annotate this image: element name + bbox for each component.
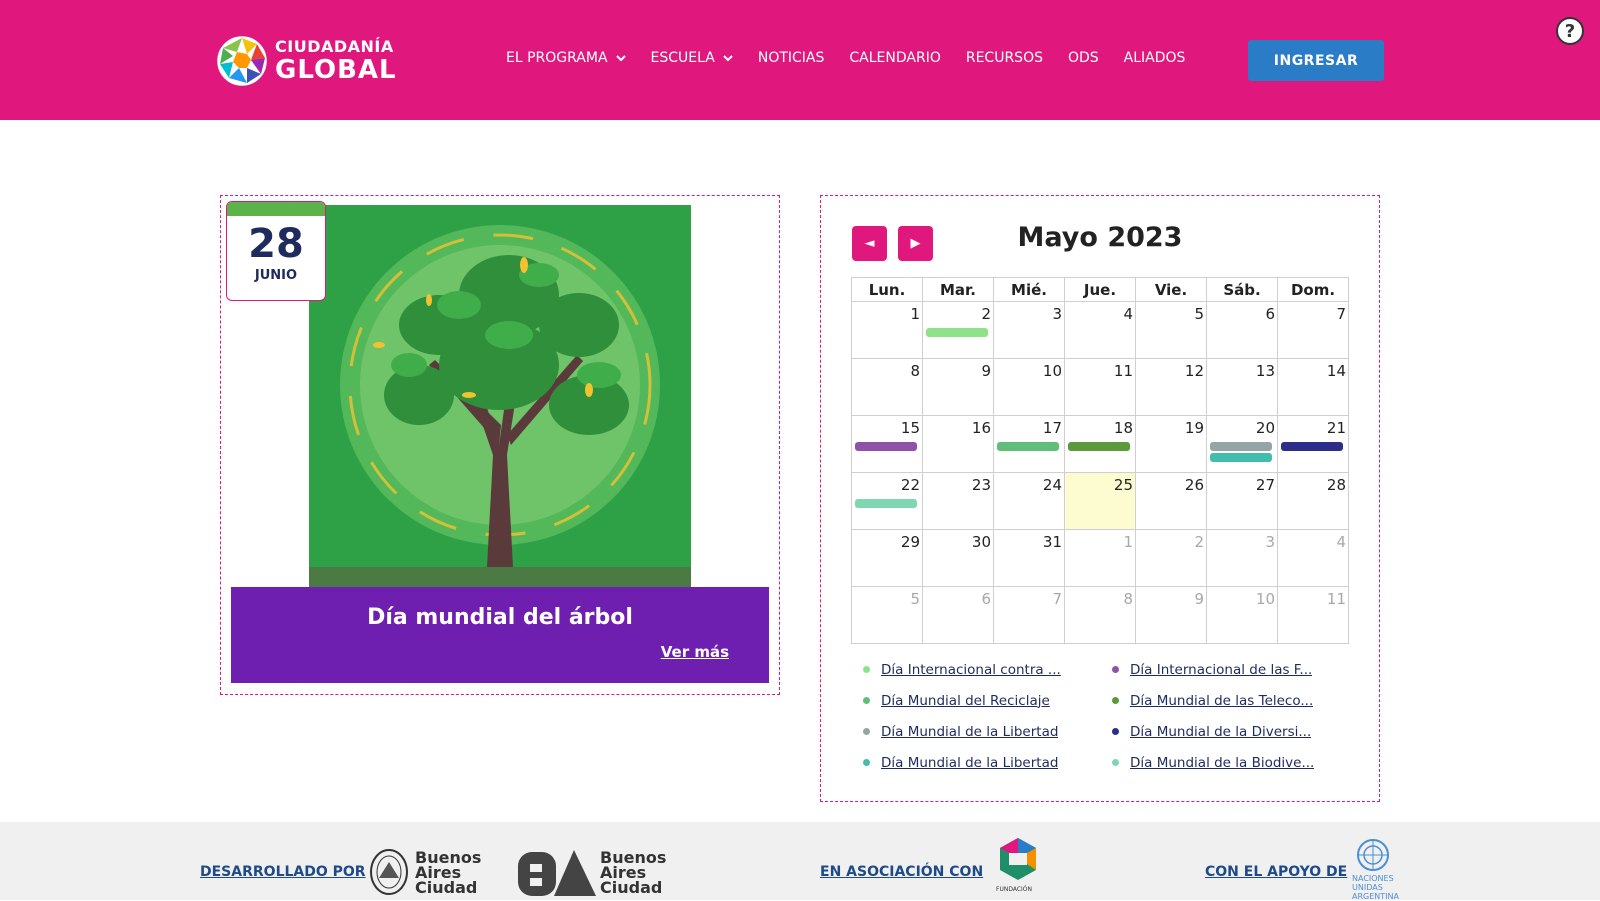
- calendar-day-cell[interactable]: [1207, 302, 1278, 359]
- nav-item-label: EL PROGRAMA: [506, 50, 608, 66]
- day-number: 6: [981, 590, 991, 608]
- legend-dot-icon: [863, 759, 870, 766]
- day-number: 19: [1184, 419, 1204, 437]
- calendar-day-cell[interactable]: [923, 473, 994, 530]
- day-number: 1: [910, 305, 920, 323]
- event-bar[interactable]: [1281, 442, 1343, 451]
- legend-event-link[interactable]: Día Mundial de la Diversi...: [1130, 723, 1312, 740]
- event-bar[interactable]: [997, 442, 1059, 451]
- nav-item-ods[interactable]: [1068, 50, 1099, 66]
- calendar-day-cell[interactable]: [852, 416, 923, 473]
- calendar-day-cell[interactable]: [852, 359, 923, 416]
- day-number: 24: [1042, 476, 1062, 494]
- partnership-link[interactable]: EN ASOCIACIÓN CON: [820, 864, 984, 880]
- nav-item-label: ALIADOS: [1123, 50, 1186, 66]
- login-button[interactable]: INGRESAR: [1248, 40, 1384, 81]
- legend-row: [863, 654, 1363, 685]
- nav-item-aliados[interactable]: [1124, 50, 1186, 66]
- calendar-day-cell[interactable]: [852, 587, 923, 644]
- event-bar[interactable]: [855, 442, 917, 451]
- weekday-label: Mié.: [994, 278, 1065, 302]
- calendar-day-cell[interactable]: [1278, 473, 1349, 530]
- city-seal-icon: [369, 848, 409, 896]
- day-number: 6: [1265, 305, 1275, 323]
- legend-item: [863, 755, 1112, 771]
- calendar-day-cell[interactable]: [1065, 416, 1136, 473]
- calendar-day-cell[interactable]: [1065, 473, 1136, 530]
- calendar-day-cell[interactable]: [1278, 530, 1349, 587]
- legend-dot-icon: [863, 728, 870, 735]
- day-number: 17: [1042, 419, 1062, 437]
- weekday-label: Mar.: [923, 278, 994, 302]
- calendar-day-cell[interactable]: [1278, 302, 1349, 359]
- calendar-day-cell[interactable]: [994, 473, 1065, 530]
- weekday-label: Lun.: [852, 278, 923, 302]
- legend-event-link[interactable]: Día Internacional de las F...: [1130, 661, 1313, 678]
- event-day: 28: [248, 221, 304, 267]
- day-number: 11: [1326, 590, 1346, 608]
- calendar-day-cell[interactable]: [1136, 473, 1207, 530]
- legend-item: [863, 662, 1112, 678]
- day-number: 9: [981, 362, 991, 380]
- nav-item-label: CALENDARIO: [849, 50, 941, 66]
- legend-dot-icon: [1112, 728, 1119, 735]
- event-banner: [231, 587, 769, 683]
- calendar-grid: [851, 277, 1349, 644]
- date-badge-strip: [227, 202, 325, 216]
- foundation-logo-icon: [995, 836, 1041, 882]
- day-number: 30: [971, 533, 991, 551]
- day-number: 5: [1194, 305, 1204, 323]
- day-number: 29: [900, 533, 920, 551]
- logo-line-2: GLOBAL: [275, 55, 397, 85]
- day-number: 7: [1336, 305, 1346, 323]
- chevron-down-icon: [723, 53, 733, 63]
- calendar-day-cell[interactable]: [852, 473, 923, 530]
- logo-wordmark: [275, 39, 397, 83]
- calendar-day-cell[interactable]: [1278, 359, 1349, 416]
- calendar-day-cell[interactable]: [1278, 587, 1349, 644]
- nav-item-label: RECURSOS: [965, 50, 1043, 66]
- day-number: 21: [1326, 419, 1346, 437]
- ba-seal-text-2: Aires: [415, 863, 462, 882]
- calendar-day-cell[interactable]: [1278, 416, 1349, 473]
- ba-logo-text-2: Aires: [600, 863, 647, 882]
- calendar-day-cell[interactable]: [1136, 587, 1207, 644]
- legend-dot-icon: [863, 697, 870, 704]
- calendar-day-cell[interactable]: [1065, 302, 1136, 359]
- nav-item-calendario[interactable]: [849, 50, 940, 66]
- day-number: 9: [1194, 590, 1204, 608]
- ba-logo-wordmark: [600, 850, 666, 895]
- un-wordmark: [1352, 874, 1399, 901]
- calendar-body: [852, 302, 1349, 644]
- legend-item: [863, 724, 1112, 740]
- ba-seal-text-3: Ciudad: [415, 878, 478, 897]
- calendar-week-row: [852, 530, 1349, 587]
- day-number: 2: [981, 305, 991, 323]
- un-logo-icon: [1352, 838, 1394, 872]
- calendar-day-cell[interactable]: [923, 359, 994, 416]
- day-number: 16: [971, 419, 991, 437]
- calendar-day-cell[interactable]: [1136, 530, 1207, 587]
- day-number: 11: [1113, 362, 1133, 380]
- legend-event-link[interactable]: Día Mundial de la Libertad: [881, 723, 1059, 740]
- un-text-2: UNIDAS: [1352, 883, 1383, 892]
- calendar-day-cell[interactable]: [923, 587, 994, 644]
- nav-item-el-programa[interactable]: [506, 50, 626, 66]
- legend-event-link[interactable]: Día Mundial de la Libertad: [881, 754, 1059, 771]
- calendar-day-cell[interactable]: [923, 302, 994, 359]
- help-icon[interactable]: ?: [1556, 17, 1584, 45]
- chevron-down-icon: [616, 53, 626, 63]
- day-number: 25: [1113, 476, 1133, 494]
- event-bar[interactable]: [926, 328, 988, 337]
- event-date-badge: [226, 201, 326, 301]
- calendar-day-cell[interactable]: [923, 416, 994, 473]
- nav-item-escuela[interactable]: [651, 50, 733, 66]
- day-number: 20: [1255, 419, 1275, 437]
- calendar-day-cell[interactable]: [994, 587, 1065, 644]
- calendar-day-cell[interactable]: [923, 530, 994, 587]
- event-month: JUNIO: [254, 268, 298, 283]
- day-number: 4: [1336, 533, 1346, 551]
- legend-event-link[interactable]: Día Mundial de las Teleco...: [1130, 692, 1314, 709]
- calendar-month-title: Mayo 2023: [1017, 222, 1183, 253]
- day-number: 23: [971, 476, 991, 494]
- calendar-week-row: [852, 359, 1349, 416]
- calendar-week-row: [852, 587, 1349, 644]
- nav-item-recursos[interactable]: [966, 50, 1043, 66]
- calendar-day-cell[interactable]: [1065, 530, 1136, 587]
- prev-month-button[interactable]: ◄: [852, 226, 887, 261]
- legend-row: [863, 685, 1363, 716]
- day-number: 31: [1042, 533, 1062, 551]
- ba-seal-wordmark: [415, 850, 481, 895]
- next-month-button[interactable]: ▶: [898, 226, 933, 261]
- nav-item-label: ESCUELA: [650, 50, 715, 66]
- calendar-day-cell[interactable]: [1207, 359, 1278, 416]
- event-bar[interactable]: [1210, 442, 1272, 451]
- main-nav: [506, 50, 1210, 66]
- logo-line-1: CIUDADANÍA: [275, 37, 394, 56]
- day-number: 3: [1265, 533, 1275, 551]
- day-number: 26: [1184, 476, 1204, 494]
- calendar-day-cell[interactable]: [994, 530, 1065, 587]
- day-number: 27: [1255, 476, 1275, 494]
- weekday-label: Dom.: [1278, 278, 1349, 302]
- day-number: 28: [1326, 476, 1346, 494]
- calendar-day-cell[interactable]: [1207, 587, 1278, 644]
- calendar-day-cell[interactable]: [1207, 473, 1278, 530]
- legend-item: [1112, 662, 1361, 678]
- legend-item: [1112, 693, 1361, 709]
- legend-dot-icon: [1112, 759, 1119, 766]
- legend-item: [863, 693, 1112, 709]
- ba-logo-text-1: Buenos: [600, 848, 667, 867]
- day-number: 2: [1194, 533, 1204, 551]
- day-number: 14: [1326, 362, 1346, 380]
- legend-event-link[interactable]: Día Internacional contra ...: [881, 661, 1061, 678]
- day-number: 10: [1042, 362, 1062, 380]
- event-image[interactable]: [309, 205, 691, 587]
- see-more-link[interactable]: Ver más: [660, 643, 729, 661]
- calendar-day-cell[interactable]: [852, 302, 923, 359]
- ba-logo-icon: [516, 846, 600, 898]
- day-number: 15: [900, 419, 920, 437]
- calendar-day-cell[interactable]: [994, 416, 1065, 473]
- un-text-1: NACIONES: [1352, 874, 1394, 883]
- day-number: 7: [1052, 590, 1062, 608]
- support-link[interactable]: CON EL APOYO DE: [1205, 864, 1348, 880]
- event-bar[interactable]: [1210, 453, 1272, 462]
- calendar-week-row: [852, 302, 1349, 359]
- event-title: Día mundial del árbol: [367, 605, 633, 630]
- un-text-3: ARGENTINA: [1352, 892, 1399, 901]
- calendar-day-cell[interactable]: [852, 530, 923, 587]
- day-number: 13: [1255, 362, 1275, 380]
- calendar-day-cell[interactable]: [1065, 359, 1136, 416]
- day-number: 10: [1255, 590, 1275, 608]
- day-number: 5: [910, 590, 920, 608]
- day-number: 4: [1123, 305, 1133, 323]
- day-number: 3: [1052, 305, 1062, 323]
- day-number: 8: [910, 362, 920, 380]
- weekday-label: Vie.: [1136, 278, 1207, 302]
- legend-dot-icon: [863, 666, 870, 673]
- weekday-header-row: [852, 278, 1349, 302]
- nav-item-noticias[interactable]: [758, 50, 825, 66]
- globe-logo-icon: [217, 36, 267, 86]
- legend-item: [1112, 724, 1361, 740]
- calendar-day-cell[interactable]: [1136, 416, 1207, 473]
- day-number: 12: [1184, 362, 1204, 380]
- calendar-day-cell[interactable]: [1136, 359, 1207, 416]
- calendar-day-cell[interactable]: [994, 302, 1065, 359]
- ba-logo-text-3: Ciudad: [600, 878, 663, 897]
- site-logo[interactable]: [217, 36, 397, 86]
- day-number: 22: [900, 476, 920, 494]
- legend-event-link[interactable]: Día Mundial de la Biodive...: [1130, 754, 1315, 771]
- day-number: 8: [1123, 590, 1133, 608]
- nav-item-label: ODS: [1067, 50, 1099, 66]
- legend-dot-icon: [1112, 697, 1119, 704]
- legend-row: [863, 716, 1363, 747]
- developed-by-link[interactable]: DESARROLLADO POR: [200, 864, 366, 880]
- nav-item-label: NOTICIAS: [757, 50, 825, 66]
- event-bar[interactable]: [855, 499, 917, 508]
- foundation-label: FUNDACIÓN: [996, 886, 1033, 893]
- event-bar[interactable]: [1068, 442, 1130, 451]
- weekday-label: Jue.: [1065, 278, 1136, 302]
- calendar-week-row: [852, 416, 1349, 473]
- top-header: [0, 0, 1600, 120]
- day-number: 1: [1123, 533, 1133, 551]
- calendar-day-cell[interactable]: [1207, 530, 1278, 587]
- legend-event-link[interactable]: Día Mundial del Reciclaje: [881, 692, 1050, 709]
- legend-row: [863, 747, 1363, 778]
- legend-item: [1112, 755, 1361, 771]
- event-legend: [863, 654, 1363, 778]
- calendar-day-cell[interactable]: [994, 359, 1065, 416]
- weekday-label: Sáb.: [1207, 278, 1278, 302]
- ba-seal-text-1: Buenos: [415, 848, 482, 867]
- legend-dot-icon: [1112, 666, 1119, 673]
- calendar-day-cell[interactable]: [1136, 302, 1207, 359]
- day-number: 18: [1113, 419, 1133, 437]
- tree-illustration: [309, 205, 691, 587]
- calendar-day-cell[interactable]: [1207, 416, 1278, 473]
- calendar-day-cell[interactable]: [1065, 587, 1136, 644]
- calendar-week-row: [852, 473, 1349, 530]
